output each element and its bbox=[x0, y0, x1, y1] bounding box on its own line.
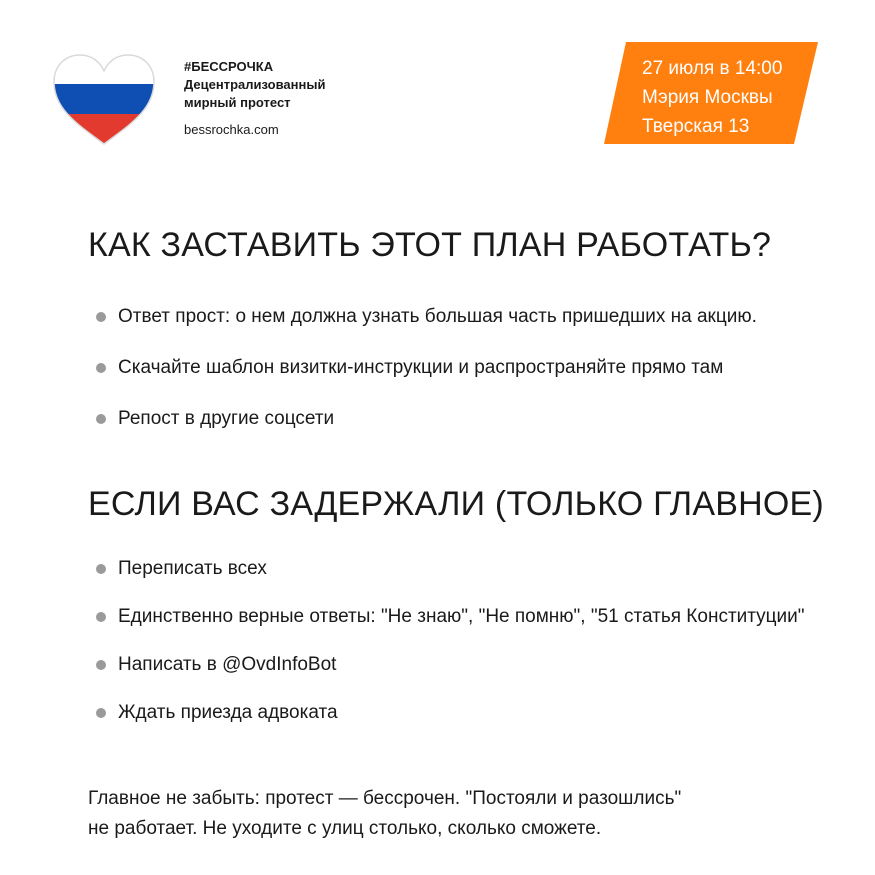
list-item: Переписать всех bbox=[96, 557, 805, 581]
event-banner bbox=[604, 42, 818, 144]
site-link[interactable]: bessrochka.com bbox=[184, 122, 279, 137]
section2-list bbox=[96, 557, 805, 749]
org-info bbox=[184, 58, 325, 139]
list-item: Единственно верные ответы: "Не знаю", "Не помню", "51 статья Конституции" bbox=[96, 605, 805, 629]
list-item: Скачайте шаблон визитки-инструкции и распространяйте прямо там bbox=[96, 356, 757, 380]
section2-title: ЕСЛИ ВАС ЗАДЕРЖАЛИ (ТОЛЬКО ГЛАВНОЕ) bbox=[88, 485, 824, 523]
heart-flag-logo bbox=[52, 52, 156, 148]
list-item: Написать в @OvdInfoBot bbox=[96, 653, 805, 677]
russian-flag-heart-icon bbox=[52, 52, 156, 148]
list-item: Ждать приезда адвоката bbox=[96, 701, 805, 725]
hashtag: #БЕССРОЧКА bbox=[184, 59, 274, 74]
section1-title: КАК ЗАСТАВИТЬ ЭТОТ ПЛАН РАБОТАТЬ? bbox=[88, 226, 772, 264]
event-place: Мэрия Москвы bbox=[642, 87, 773, 108]
footer-note bbox=[88, 784, 681, 844]
event-address: Тверская 13 bbox=[642, 116, 750, 137]
list-item: Ответ прост: о нем должна узнать большая часть пришедших на акцию. bbox=[96, 305, 757, 329]
event-datetime: 27 июля в 14:00 bbox=[642, 58, 783, 79]
list-item: Репост в другие соцсети bbox=[96, 407, 757, 431]
org-name-line2: мирный протест bbox=[184, 95, 291, 110]
section1-list bbox=[96, 305, 757, 458]
footer-line2: не работает. Не уходите с улиц столько, сколько сможете. bbox=[88, 818, 602, 839]
org-name-line1: Децентрализованный bbox=[184, 77, 326, 92]
footer-line1: Главное не забыть: протест — бессрочен. "Постояли и разошлись" bbox=[88, 788, 682, 809]
